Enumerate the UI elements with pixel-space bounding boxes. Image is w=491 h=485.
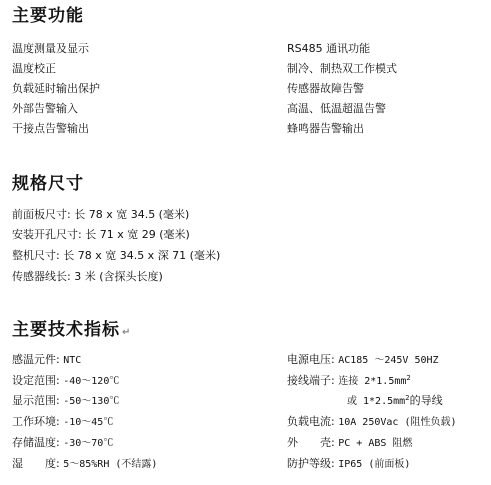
feature-item: RS485 通讯功能 [287, 42, 371, 55]
section-title-text: 主要技术指标 [12, 320, 120, 340]
spec-row-power [287, 353, 439, 368]
dimension-line: 整机尺寸: 长 78 x 宽 34.5 x 深 71 (毫米) [12, 249, 221, 262]
spec-label: 显示范围: [12, 394, 60, 407]
spec-row [12, 374, 119, 389]
section-title-technical-specs [12, 320, 131, 343]
spec-row-current [287, 415, 457, 430]
spec-value: -30～70℃ [63, 438, 114, 449]
feature-item: 干接点告警输出 [12, 122, 89, 135]
dimension-line: 前面板尺寸: 长 78 x 宽 34.5 (毫米) [12, 208, 190, 221]
spec-label: 外 壳: [287, 436, 335, 449]
spec-value: -50～130℃ [63, 396, 120, 407]
spec-value: AC185 ～245V 50HZ [338, 355, 439, 366]
spec-row [12, 394, 119, 409]
superscript: 2 [405, 394, 410, 402]
feature-item: 蜂鸣器告警输出 [287, 122, 364, 135]
section-title-main-functions: 主要功能 [12, 6, 84, 26]
spec-row [12, 436, 113, 451]
spec-row-shell [287, 436, 412, 451]
spec-label: 工作环境: [12, 415, 60, 428]
spec-value: PC + ABS 阻燃 [338, 438, 413, 449]
spec-row [12, 415, 113, 430]
dimension-line: 传感器线长: 3 米 (含探头长度) [12, 270, 163, 283]
superscript: 2 [406, 374, 411, 382]
spec-value: IP65 (前面板) [338, 459, 411, 470]
feature-item: 温度校正 [12, 62, 56, 75]
spec-row-terminal [287, 374, 411, 389]
spec-value-tail: 的导线 [409, 394, 443, 407]
spec-row-terminal-cont [347, 394, 443, 409]
spec-label: 负载电流: [287, 415, 335, 428]
dimension-line: 安装开孔尺寸: 长 71 x 宽 29 (毫米) [12, 228, 190, 241]
spec-label: 接线端子: [287, 374, 335, 387]
spec-value: -10～45℃ [63, 417, 114, 428]
feature-item: 传感器故障告警 [287, 82, 364, 95]
spec-value: 连接 2*1.5mm [338, 376, 407, 387]
spec-label: 电源电压: [287, 353, 335, 366]
spec-value: 5～85%RH (不结露) [63, 459, 158, 470]
feature-item: 制冷、制热双工作模式 [287, 62, 397, 75]
spec-label: 设定范围: [12, 374, 60, 387]
spec-label: 湿 度: [12, 457, 60, 470]
spec-row [12, 353, 81, 368]
spec-label: 存储温度: [12, 436, 60, 449]
spec-value: NTC [63, 355, 82, 366]
spec-value: -40～120℃ [63, 376, 120, 387]
section-title-dimensions: 规格尺寸 [12, 174, 84, 194]
spec-label: 感温元件: [12, 353, 60, 366]
feature-item: 外部告警输入 [12, 102, 78, 115]
feature-item: 负载延时输出保护 [12, 82, 100, 95]
spec-value: 或 1*2.5mm [347, 396, 406, 407]
feature-item: 高温、低温超温告警 [287, 102, 386, 115]
spec-value: 10A 250Vac (阻性负载) [338, 417, 457, 428]
spec-row-protection [287, 457, 410, 472]
feature-item: 温度测量及显示 [12, 42, 89, 55]
spec-label: 防护等级: [287, 457, 335, 470]
return-mark-icon: ↵ [122, 327, 132, 338]
spec-row [12, 457, 157, 472]
